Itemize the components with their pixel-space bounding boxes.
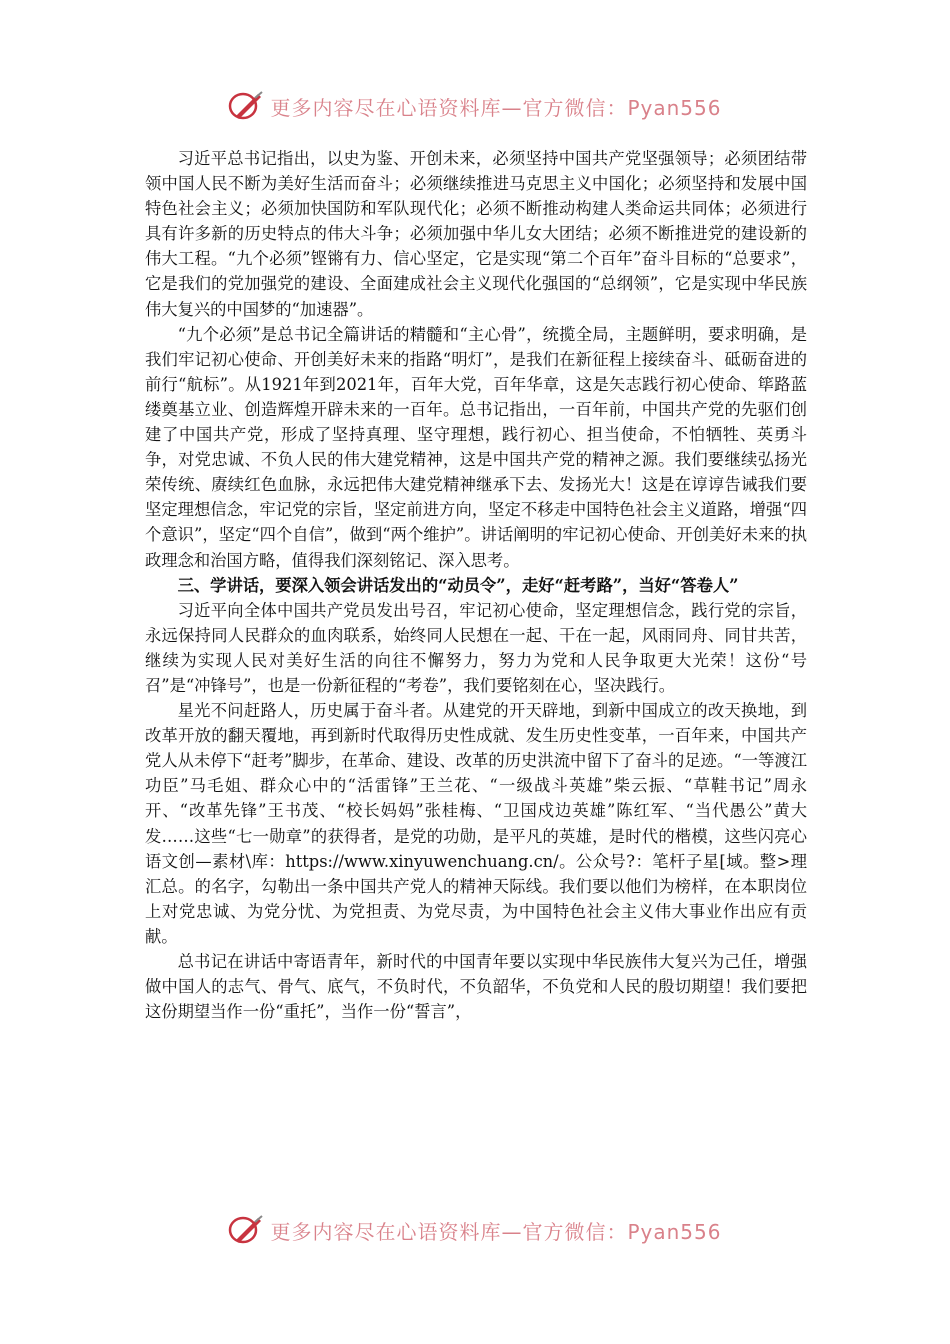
paragraph: 星光不问赶路人，历史属于奋斗者。从建党的开天辟地，到新中国成立的改天换地，到改革开放的翻天覆地，再到新时代取得历史性成就、发生历史性变革，一百年来，中国共产党人从未停下“赶考”脚步，在革命、建设、改革的历史洪流中留下了奋斗的足迹。“一等渡江功臣”马毛姐、群众心中的“活雷锋”王兰花、“一级战斗英雄”柴云振、“草鞋书记”周永开、“改革先锋”王书茂、“校长妈妈”张桂梅、“卫国戍边英雄”陈红军、“当代愚公”黄大发……这些“七一勋章”的获得者，是党的功勋，是平凡的英雄，是时代的楷模，这些闪亮心语文创—素材\库：https://www.xinyuwenchuang.cn/。公众号?：笔杆子星[域。整>理汇总。的名字，勾勒出一条中国共产党人的精神天际线。我们要以他们为榜样，在本职岗位上对党忠诚、为党分忧、为党担责、为党尽责，为中国特色社会主义伟大事业作出应有贡献。 — [145, 701, 807, 946]
footer-banner-text: 更多内容尽在心语资料库—官方微信：Pyan556 — [270, 1219, 722, 1244]
paragraph: 习近平总书记指出，以史为鉴、开创未来，必须坚持中国共产党坚强领导；必须团结带领中国人民不断为美好生活而奋斗；必须继续推进马克思主义中国化；必须坚持和发展中国特色社会主义；必须加快国防和军队现代化；必须不断推动构建人类命运共同体；必须进行具有许多新的历史特点的伟大斗争；必须加强中华儿女大团结；必须不断推进党的建设新的伟大工程。“九个必须”铿锵有力、信心坚定，它是实现“第二个百年”奋斗目标的“总要求”，它是我们的党加强党的建设、全面建成社会主义现代化强国的“总纲领”，它是实现中华民族伟大复兴的中国梦的“加速器”。 — [145, 149, 807, 319]
paragraph: 习近平向全体中国共产党员发出号召，牢记初心使命，坚定理想信念，践行党的宗旨，永远保持同人民群众的血肉联系，始终同人民想在一起、干在一起，风雨同舟、同甘共苦，继续为实现人民对美好生活的向往不懈努力，努力为党和人民争取更大光荣！这份“号召”是“冲锋号”，也是一份新征程的“考卷”，我们要铭刻在心，坚决践行。 — [145, 600, 807, 695]
pen-nib-logo-icon — [228, 1214, 264, 1246]
paragraph: 总书记在讲话中寄语青年，新时代的中国青年要以实现中华民族伟大复兴为己任，增强做中国人的志气、骨气、底气，不负时代，不负韶华，不负党和人民的殷切期望！我们要把这份期望当作一份“重托”，当作一份“誓言”， — [145, 952, 807, 1022]
footer-banner — [0, 1210, 950, 1250]
section-heading: 三、学讲话，要深入领会讲话发出的“动员令”，走好“赶考路”，当好“答卷人” — [177, 575, 739, 595]
document-body — [145, 146, 807, 1024]
header-banner — [0, 86, 950, 126]
header-banner-text: 更多内容尽在心语资料库—官方微信：Pyan556 — [270, 95, 722, 120]
paragraph: “九个必须”是总书记全篇讲话的精髓和“主心骨”，统揽全局，主题鲜明，要求明确，是我们牢记初心使命、开创美好未来的指路“明灯”，是我们在新征程上接续奋斗、砥砺奋进的前行“航标”。从1921年到2021年，百年大党，百年华章，这是矢志践行初心使命、筚路蓝缕奠基立业、创造辉煌开辟未来的一百年。总书记指出，一百年前，中国共产党的先驱们创建了中国共产党，形成了坚持真理、坚守理想，践行初心、担当使命，不怕牺牲、英勇斗争，对党忠诚、不负人民的伟大建党精神，这是中国共产党的精神之源。我们要继续弘扬光荣传统、赓续红色血脉，永远把伟大建党精神继承下去、发扬光大！这是在谆谆告诫我们要坚定理想信念，牢记党的宗旨，坚定前进方向，坚定不移走中国特色社会主义道路，增强“四个意识”，坚定“四个自信”，做到“两个维护”。讲话阐明的牢记初心使命、开创美好未来的执政理念和治国方略，值得我们深刻铭记、深入思考。 — [145, 324, 807, 570]
pen-nib-logo-icon — [228, 90, 264, 122]
